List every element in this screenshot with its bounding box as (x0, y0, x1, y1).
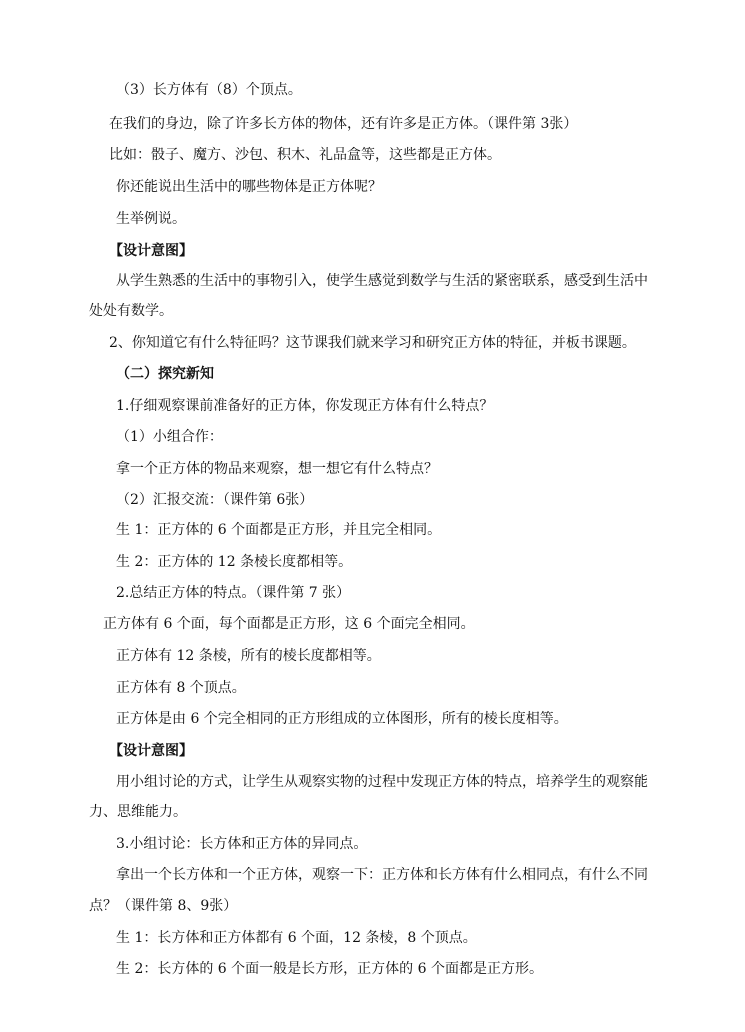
text-line-26: 生 2：长方体的 6 个面一般是长方形，正方体的 6 个面都是正方形。 (116, 961, 543, 977)
text-line-7: 处处有数学。 (89, 303, 173, 319)
text-line-4: 你还能说出生活中的哪些物体是正方体呢？ (116, 179, 382, 195)
design-intent-heading-1: 【设计意图】 (109, 243, 193, 259)
text-line-15: 2.总结正方体的特点。（课件第 7 张） (116, 585, 351, 601)
text-line-23: 拿出一个长方体和一个正方体，观察一下：正方体和长方体有什么相同点，有什么不同 (116, 867, 648, 883)
text-line-6: 从学生熟悉的生活中的事物引入，使学生感觉到数学与生活的紧密联系，感受到生活中 (116, 273, 648, 289)
design-intent-heading-2: 【设计意图】 (109, 743, 193, 759)
text-line-8: 2、你知道它有什么特征吗？这节课我们就来学习和研究正方体的特征，并板书课题。 (109, 335, 636, 351)
text-line-2: 在我们的身边，除了许多长方体的物体，还有许多是正方体。（课件第 3张） (109, 116, 578, 132)
text-line-5: 生举例说。 (116, 211, 186, 227)
text-line-1: （3）长方体有（8）个顶点。 (116, 82, 302, 98)
text-line-9: 1.仔细观察课前准备好的正方体，你发现正方体有什么特点？ (116, 398, 494, 414)
text-line-12: （2）汇报交流：（课件第 6张） (116, 492, 314, 508)
text-line-18: 正方体有 8 个顶点。 (116, 680, 246, 696)
text-line-24: 点？（课件第 8、9张） (89, 898, 238, 914)
text-line-20: 用小组讨论的方式，让学生从观察实物的过程中发现正方体的特点，培养学生的观察能 (116, 774, 648, 790)
text-line-3: 比如：骰子、魔方、沙包、积木、礼品盒等，这些都是正方体。 (109, 147, 501, 163)
section-heading-explore: （二）探究新知 (116, 366, 214, 382)
text-line-11: 拿一个正方体的物品来观察，想一想它有什么特点？ (116, 461, 438, 477)
text-line-16: 正方体有 6 个面，每个面都是正方形，这 6 个面完全相同。 (103, 616, 475, 632)
text-line-22: 3.小组讨论：长方体和正方体的异同点。 (116, 836, 368, 852)
text-line-10: （1）小组合作： (116, 429, 223, 445)
text-line-19: 正方体是由 6 个完全相同的正方形组成的立体图形，所有的棱长度相等。 (116, 711, 568, 727)
text-line-25: 生 1：长方体和正方体都有 6 个面，12 条棱，8 个顶点。 (116, 930, 477, 946)
text-line-13: 生 1：正方体的 6 个面都是正方形，并且完全相同。 (116, 522, 442, 538)
text-line-17: 正方体有 12 条棱，所有的棱长度都相等。 (116, 648, 381, 664)
text-line-14: 生 2：正方体的 12 条棱长度都相等。 (116, 554, 353, 570)
text-line-21: 力、思维能力。 (89, 804, 187, 820)
